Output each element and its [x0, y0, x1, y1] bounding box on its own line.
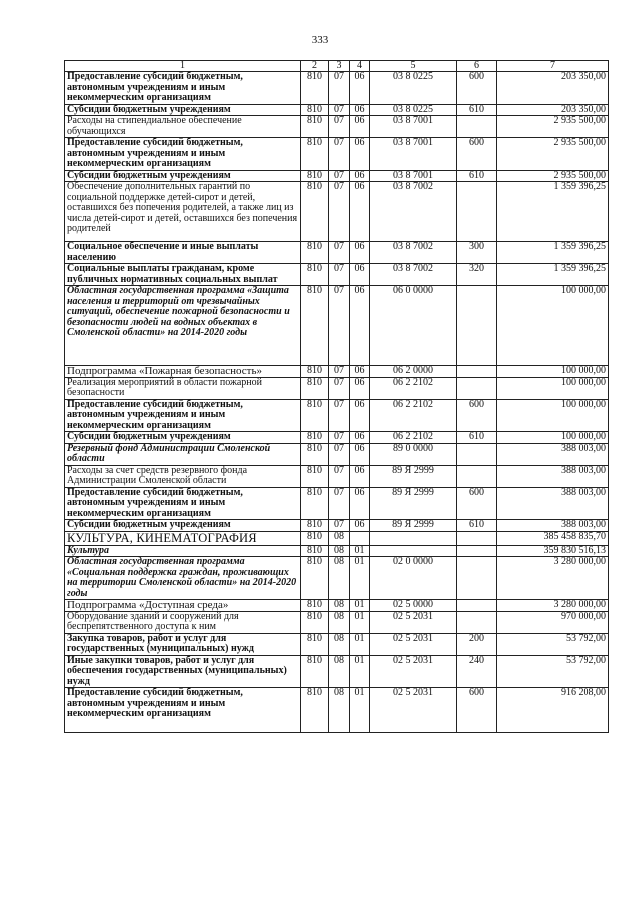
section-code-cell: 07	[329, 242, 350, 264]
grbs-code-cell: 810	[301, 104, 329, 116]
section-code-cell: 07	[329, 72, 350, 105]
subsection-code-cell: 06	[350, 432, 370, 444]
item-name-cell: Подпрограмма «Доступная среда»	[65, 600, 301, 612]
section-code-cell: 07	[329, 170, 350, 182]
item-name-cell: Расходы на стипендиальное обеспечение обучающихся	[65, 116, 301, 138]
grbs-code-cell: 810	[301, 366, 329, 378]
section-code-cell: 08	[329, 633, 350, 655]
amount-cell: 100 000,00	[497, 377, 609, 399]
item-name-cell: Предоставление субсидий бюджетным, автономным учреждениям и иным некоммерческим организациям	[65, 487, 301, 520]
target-article-cell: 89 0 0000	[370, 443, 457, 465]
amount-cell: 3 280 000,00	[497, 600, 609, 612]
header-cell: 7	[497, 61, 609, 72]
table-row	[65, 465, 609, 487]
target-article-cell: 06 2 2102	[370, 377, 457, 399]
header-cell: 2	[301, 61, 329, 72]
expense-type-cell: 610	[457, 104, 497, 116]
amount-cell: 100 000,00	[497, 432, 609, 444]
item-name-cell: Оборудование зданий и сооружений для беспрепятственного доступа к ним	[65, 611, 301, 633]
target-article-cell: 03 8 7001	[370, 116, 457, 138]
table-row	[65, 399, 609, 432]
section-code-cell: 07	[329, 264, 350, 286]
target-article-cell	[370, 545, 457, 557]
expense-type-cell: 200	[457, 633, 497, 655]
subsection-code-cell: 06	[350, 116, 370, 138]
expense-type-cell: 600	[457, 138, 497, 171]
table-row	[65, 545, 609, 557]
target-article-cell: 02 0 0000	[370, 557, 457, 600]
grbs-code-cell: 810	[301, 286, 329, 366]
subsection-code-cell: 06	[350, 242, 370, 264]
expense-type-cell	[457, 443, 497, 465]
section-code-cell: 08	[329, 688, 350, 733]
item-name-cell: Предоставление субсидий бюджетным, автономным учреждениям и иным некоммерческим организациям	[65, 399, 301, 432]
table-row	[65, 520, 609, 532]
subsection-code-cell: 01	[350, 688, 370, 733]
expense-type-cell	[457, 116, 497, 138]
table-row	[65, 182, 609, 242]
grbs-code-cell: 810	[301, 138, 329, 171]
expense-type-cell	[457, 531, 497, 545]
expense-type-cell: 610	[457, 432, 497, 444]
section-code-cell: 07	[329, 138, 350, 171]
subsection-code-cell: 06	[350, 520, 370, 532]
expense-type-cell	[457, 557, 497, 600]
section-code-cell: 07	[329, 443, 350, 465]
subsection-code-cell: 06	[350, 377, 370, 399]
table-row	[65, 286, 609, 366]
amount-cell: 388 003,00	[497, 520, 609, 532]
item-name-cell: КУЛЬТУРА, КИНЕМАТОГРАФИЯ	[65, 531, 301, 545]
target-article-cell: 03 8 0225	[370, 104, 457, 116]
grbs-code-cell: 810	[301, 655, 329, 688]
target-article-cell: 03 8 7001	[370, 138, 457, 171]
item-name-cell: Расходы за счет средств резервного фонда Администрации Смоленской области	[65, 465, 301, 487]
target-article-cell: 02 5 2031	[370, 633, 457, 655]
grbs-code-cell: 810	[301, 531, 329, 545]
section-code-cell: 08	[329, 600, 350, 612]
header-cell: 1	[65, 61, 301, 72]
table-row	[65, 487, 609, 520]
item-name-cell: Культура	[65, 545, 301, 557]
item-name-cell: Реализация мероприятий в области пожарной безопасности	[65, 377, 301, 399]
subsection-code-cell: 06	[350, 264, 370, 286]
amount-cell: 1 359 396,25	[497, 182, 609, 242]
item-name-cell: Субсидии бюджетным учреждениям	[65, 104, 301, 116]
expense-type-cell	[457, 286, 497, 366]
table-header-row	[65, 61, 609, 72]
table-row	[65, 557, 609, 600]
item-name-cell: Иные закупки товаров, работ и услуг для обеспечения государственных (муниципальных) нужд	[65, 655, 301, 688]
subsection-code-cell: 01	[350, 655, 370, 688]
amount-cell: 100 000,00	[497, 399, 609, 432]
item-name-cell: Предоставление субсидий бюджетным, автономным учреждениям и иным некоммерческим организациям	[65, 138, 301, 171]
table-row	[65, 633, 609, 655]
table-row	[65, 531, 609, 545]
item-name-cell: Обеспечение дополнительных гарантий по социальной поддержке детей-сирот и детей, оставшихся без попечения родителей, а также лиц из числа детей-сирот и детей, оставшихся без попечения родителей	[65, 182, 301, 242]
header-cell: 4	[350, 61, 370, 72]
grbs-code-cell: 810	[301, 520, 329, 532]
amount-cell: 2 935 500,00	[497, 138, 609, 171]
section-code-cell: 08	[329, 531, 350, 545]
item-name-cell: Областная государственная программа «Защита населения и территорий от чрезвычайных ситуаций, обеспечение пожарной безопасности и безопасности людей на водных объектах в Смоленской области» на 2014-2020 годы	[65, 286, 301, 366]
section-code-cell: 07	[329, 182, 350, 242]
header-cell: 6	[457, 61, 497, 72]
subsection-code-cell: 06	[350, 182, 370, 242]
section-code-cell: 08	[329, 655, 350, 688]
table-row	[65, 138, 609, 171]
subsection-code-cell: 01	[350, 633, 370, 655]
target-article-cell: 02 5 2031	[370, 688, 457, 733]
target-article-cell: 06 2 2102	[370, 432, 457, 444]
section-code-cell: 07	[329, 104, 350, 116]
subsection-code-cell: 06	[350, 399, 370, 432]
target-article-cell: 03 8 7001	[370, 170, 457, 182]
table-row	[65, 688, 609, 733]
grbs-code-cell: 810	[301, 633, 329, 655]
item-name-cell: Областная государственная программа «Социальная поддержка граждан, проживающих на территории Смоленской области» на 2014-2020 годы	[65, 557, 301, 600]
section-code-cell: 07	[329, 432, 350, 444]
expense-type-cell: 240	[457, 655, 497, 688]
amount-cell: 916 208,00	[497, 688, 609, 733]
expense-type-cell	[457, 182, 497, 242]
section-code-cell: 08	[329, 557, 350, 600]
target-article-cell: 89 Я 2999	[370, 465, 457, 487]
subsection-code-cell: 01	[350, 611, 370, 633]
subsection-code-cell: 06	[350, 286, 370, 366]
amount-cell: 1 359 396,25	[497, 264, 609, 286]
table-row	[65, 170, 609, 182]
amount-cell: 203 350,00	[497, 72, 609, 105]
table-row	[65, 366, 609, 378]
table-row	[65, 377, 609, 399]
expense-type-cell	[457, 545, 497, 557]
table-row	[65, 432, 609, 444]
grbs-code-cell: 810	[301, 557, 329, 600]
expense-type-cell	[457, 366, 497, 378]
section-code-cell: 07	[329, 487, 350, 520]
amount-cell: 359 830 516,13	[497, 545, 609, 557]
target-article-cell: 02 5 2031	[370, 655, 457, 688]
expense-type-cell: 600	[457, 399, 497, 432]
grbs-code-cell: 810	[301, 545, 329, 557]
section-code-cell: 07	[329, 366, 350, 378]
target-article-cell: 03 8 7002	[370, 242, 457, 264]
item-name-cell: Резервный фонд Администрации Смоленской области	[65, 443, 301, 465]
table-row	[65, 116, 609, 138]
target-article-cell: 03 8 7002	[370, 182, 457, 242]
target-article-cell: 06 2 2102	[370, 399, 457, 432]
target-article-cell: 06 2 0000	[370, 366, 457, 378]
table-row	[65, 443, 609, 465]
amount-cell: 3 280 000,00	[497, 557, 609, 600]
item-name-cell: Предоставление субсидий бюджетным, автономным учреждениям и иным некоммерческим организациям	[65, 688, 301, 733]
expense-type-cell	[457, 465, 497, 487]
item-name-cell: Закупка товаров, работ и услуг для государственных (муниципальных) нужд	[65, 633, 301, 655]
expense-type-cell: 600	[457, 72, 497, 105]
expense-type-cell: 320	[457, 264, 497, 286]
grbs-code-cell: 810	[301, 611, 329, 633]
expense-type-cell: 600	[457, 688, 497, 733]
subsection-code-cell: 01	[350, 557, 370, 600]
subsection-code-cell: 06	[350, 366, 370, 378]
section-code-cell: 08	[329, 545, 350, 557]
target-article-cell: 89 Я 2999	[370, 487, 457, 520]
amount-cell: 385 458 835,70	[497, 531, 609, 545]
grbs-code-cell: 810	[301, 432, 329, 444]
amount-cell: 2 935 500,00	[497, 170, 609, 182]
table-row	[65, 242, 609, 264]
amount-cell: 100 000,00	[497, 366, 609, 378]
subsection-code-cell: 06	[350, 465, 370, 487]
grbs-code-cell: 810	[301, 116, 329, 138]
expense-type-cell: 300	[457, 242, 497, 264]
header-cell: 5	[370, 61, 457, 72]
amount-cell: 970 000,00	[497, 611, 609, 633]
subsection-code-cell: 01	[350, 600, 370, 612]
amount-cell: 53 792,00	[497, 633, 609, 655]
expense-type-cell: 610	[457, 520, 497, 532]
target-article-cell: 89 Я 2999	[370, 520, 457, 532]
item-name-cell: Субсидии бюджетным учреждениям	[65, 432, 301, 444]
grbs-code-cell: 810	[301, 72, 329, 105]
amount-cell: 203 350,00	[497, 104, 609, 116]
table-row	[65, 104, 609, 116]
expense-type-cell	[457, 600, 497, 612]
target-article-cell: 02 5 0000	[370, 600, 457, 612]
item-name-cell: Субсидии бюджетным учреждениям	[65, 170, 301, 182]
grbs-code-cell: 810	[301, 182, 329, 242]
amount-cell: 388 003,00	[497, 487, 609, 520]
table-row	[65, 600, 609, 612]
grbs-code-cell: 810	[301, 242, 329, 264]
table-row	[65, 655, 609, 688]
amount-cell: 388 003,00	[497, 465, 609, 487]
grbs-code-cell: 810	[301, 465, 329, 487]
subsection-code-cell: 06	[350, 487, 370, 520]
section-code-cell: 07	[329, 377, 350, 399]
target-article-cell: 03 8 0225	[370, 72, 457, 105]
grbs-code-cell: 810	[301, 688, 329, 733]
expense-type-cell: 600	[457, 487, 497, 520]
grbs-code-cell: 810	[301, 487, 329, 520]
table-row	[65, 264, 609, 286]
item-name-cell: Предоставление субсидий бюджетным, автономным учреждениям и иным некоммерческим организациям	[65, 72, 301, 105]
header-cell: 3	[329, 61, 350, 72]
subsection-code-cell: 06	[350, 170, 370, 182]
budget-table	[64, 60, 609, 733]
target-article-cell: 06 0 0000	[370, 286, 457, 366]
grbs-code-cell: 810	[301, 443, 329, 465]
subsection-code-cell: 01	[350, 545, 370, 557]
budget-table-container	[64, 60, 608, 733]
subsection-code-cell: 06	[350, 138, 370, 171]
section-code-cell: 07	[329, 465, 350, 487]
amount-cell: 100 000,00	[497, 286, 609, 366]
target-article-cell: 03 8 7002	[370, 264, 457, 286]
page-number: 333	[311, 34, 329, 46]
subsection-code-cell: 06	[350, 104, 370, 116]
item-name-cell: Социальное обеспечение и иные выплаты населению	[65, 242, 301, 264]
expense-type-cell	[457, 377, 497, 399]
section-code-cell: 08	[329, 611, 350, 633]
item-name-cell: Социальные выплаты гражданам, кроме публичных нормативных социальных выплат	[65, 264, 301, 286]
subsection-code-cell: 06	[350, 443, 370, 465]
target-article-cell: 02 5 2031	[370, 611, 457, 633]
table-row	[65, 72, 609, 105]
amount-cell: 53 792,00	[497, 655, 609, 688]
amount-cell: 2 935 500,00	[497, 116, 609, 138]
section-code-cell: 07	[329, 286, 350, 366]
section-code-cell: 07	[329, 520, 350, 532]
subsection-code-cell: 06	[350, 72, 370, 105]
subsection-code-cell	[350, 531, 370, 545]
target-article-cell	[370, 531, 457, 545]
item-name-cell: Подпрограмма «Пожарная безопасность»	[65, 366, 301, 378]
expense-type-cell	[457, 611, 497, 633]
grbs-code-cell: 810	[301, 377, 329, 399]
section-code-cell: 07	[329, 116, 350, 138]
amount-cell: 388 003,00	[497, 443, 609, 465]
table-row	[65, 611, 609, 633]
section-code-cell: 07	[329, 399, 350, 432]
item-name-cell: Субсидии бюджетным учреждениям	[65, 520, 301, 532]
grbs-code-cell: 810	[301, 170, 329, 182]
expense-type-cell: 610	[457, 170, 497, 182]
grbs-code-cell: 810	[301, 399, 329, 432]
grbs-code-cell: 810	[301, 264, 329, 286]
grbs-code-cell: 810	[301, 600, 329, 612]
amount-cell: 1 359 396,25	[497, 242, 609, 264]
